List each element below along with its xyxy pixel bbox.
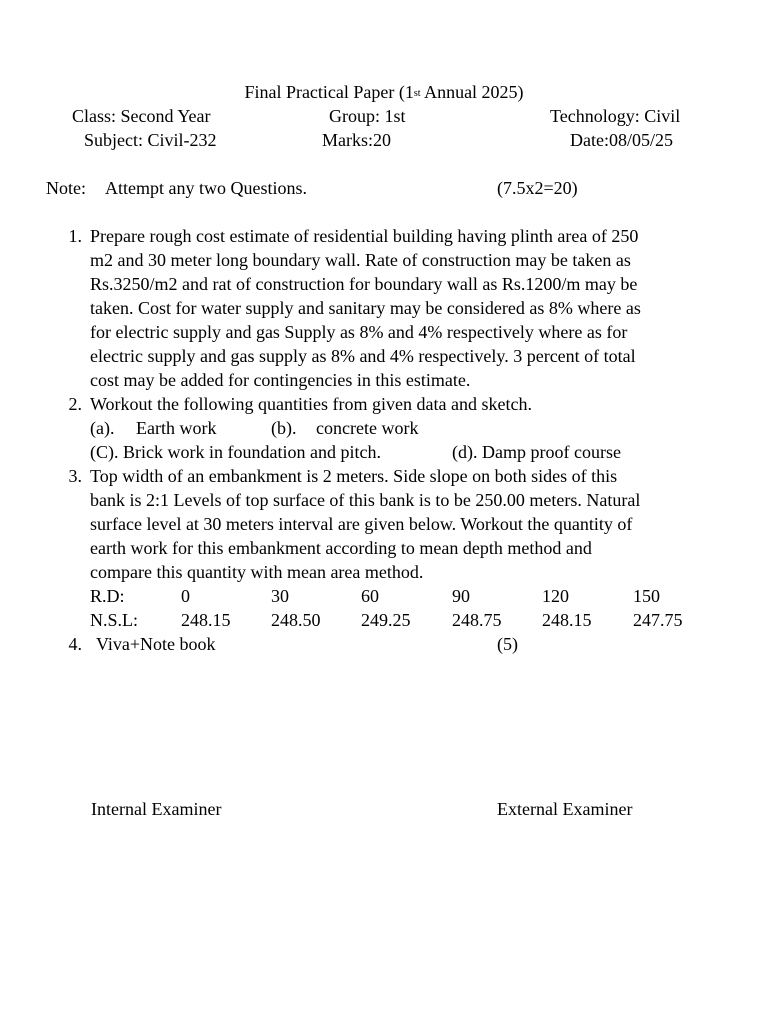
rd-value: 30	[271, 586, 289, 606]
item-a-label: (a).	[90, 418, 115, 438]
internal-examiner: Internal Examiner	[91, 799, 222, 819]
nsl-value: 248.15	[542, 610, 592, 630]
class-info: Class: Second Year	[72, 106, 211, 126]
nsl-value: 247.75	[633, 610, 683, 630]
question-3-number: 3.	[68, 466, 82, 486]
question-1-line: m2 and 30 meter long boundary wall. Rate of construction may be taken as	[90, 250, 631, 270]
item-a-text: Earth work	[136, 418, 217, 438]
marks-info: Marks:20	[322, 130, 391, 150]
nsl-value: 248.15	[181, 610, 231, 630]
nsl-value: 249.25	[361, 610, 411, 630]
question-2-number: 2.	[68, 394, 82, 414]
item-b-label: (b).	[271, 418, 297, 438]
question-1-line: for electric supply and gas Supply as 8% and 4% respectively where as for	[90, 322, 628, 342]
question-4-text: Viva+Note book	[96, 634, 216, 654]
nsl-value: 248.50	[271, 610, 321, 630]
item-b-text: concrete work	[316, 418, 419, 438]
rd-value: 150	[633, 586, 660, 606]
paper-title: Final Practical Paper (1st Annual 2025)	[244, 82, 524, 102]
external-examiner: External Examiner	[497, 799, 633, 819]
question-1-line: Rs.3250/m2 and rat of construction for boundary wall as Rs.1200/m may be	[90, 274, 638, 294]
nsl-label: N.S.L:	[90, 610, 139, 630]
item-d-text: (d). Damp proof course	[452, 442, 621, 462]
rd-value: 120	[542, 586, 569, 606]
question-3	[90, 464, 710, 584]
question-1-line: Prepare rough cost estimate of residential building having plinth area of 250	[90, 226, 639, 246]
question-3-line: surface level at 30 meters interval are given below. Workout the quantity of	[90, 514, 633, 534]
question-3-line: bank is 2:1 Levels of top surface of this bank is to be 250.00 meters. Natural	[90, 490, 641, 510]
date-info: Date:08/05/25	[570, 130, 673, 150]
rd-value: 0	[181, 586, 190, 606]
question-3-line: compare this quantity with mean area method.	[90, 562, 424, 582]
title-superscript: st	[413, 88, 421, 99]
rd-value: 60	[361, 586, 379, 606]
rd-label: R.D:	[90, 586, 125, 606]
note-text: Attempt any two Questions.	[105, 178, 307, 198]
question-1-line: electric supply and gas supply as 8% and 4% respectively. 3 percent of total	[90, 346, 636, 366]
question-3-line: Top width of an embankment is 2 meters. Side slope on both sides of this	[90, 466, 618, 486]
question-4-marks: (5)	[497, 634, 518, 654]
question-3-line: earth work for this embankment according to mean depth method and	[90, 538, 592, 558]
note-label: Note:	[46, 178, 86, 198]
technology-info: Technology: Civil	[550, 106, 681, 126]
question-1	[90, 224, 710, 392]
item-c-text: (C). Brick work in foundation and pitch.	[90, 442, 381, 462]
question-1-number: 1.	[68, 226, 82, 246]
rd-value: 90	[452, 586, 470, 606]
group-info: Group: 1st	[329, 106, 406, 126]
note-marks: (7.5x2=20)	[497, 178, 578, 198]
question-2-text: Workout the following quantities from given data and sketch.	[90, 394, 532, 414]
subject-info: Subject: Civil-232	[84, 130, 217, 150]
nsl-value: 248.75	[452, 610, 502, 630]
question-4-number: 4.	[68, 634, 82, 654]
question-1-line: cost may be added for contingencies in this estimate.	[90, 370, 471, 390]
question-1-line: taken. Cost for water supply and sanitary may be considered as 8% where as	[90, 298, 641, 318]
